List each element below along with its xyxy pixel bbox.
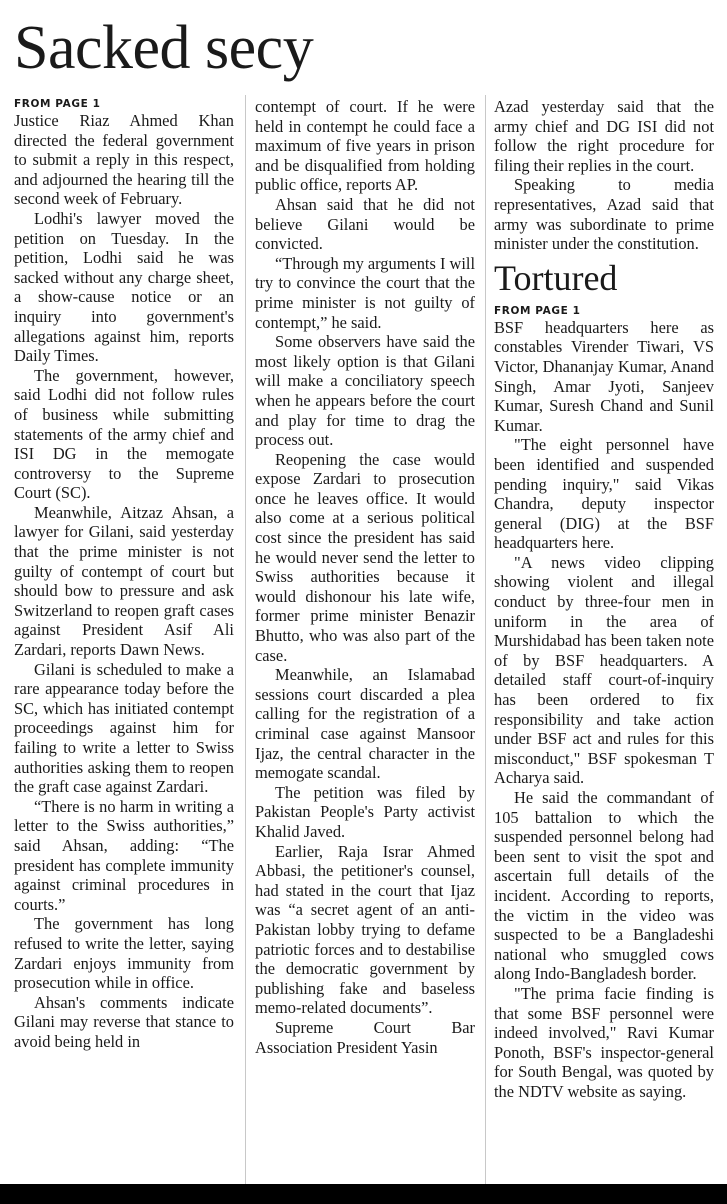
paragraph: "The prima facie finding is that some BSF personnel were indeed involved," Ravi Kumar Ponoth, BSF's inspector-general for South Bengal, was quoted by the NDTV website as saying. <box>494 983 714 1101</box>
paragraph: Azad yesterday said that the army chief and DG ISI did not follow the right procedure for filing their replies in the court. <box>494 97 714 175</box>
paragraph: The government has long refused to write the letter, saying Zardari enjoys immunity from prosecution while in office. <box>14 914 234 993</box>
paragraph: “Through my arguments I will try to convince the court that the prime minister is not guilty of contempt,” he said. <box>255 253 475 332</box>
paragraph: The petition was filed by Pakistan People's Party activist Khalid Javed. <box>255 782 475 841</box>
paragraph: Lodhi's lawyer moved the petition on Tuesday. In the petition, Lodhi said he was sacked without any charge sheet, a show-cause notice or an inquiry into government's allegations against him, reports Daily Times. <box>14 208 234 366</box>
headline-tortured: Tortured <box>494 257 618 298</box>
kicker-from-page-1: FROM PAGE 1 <box>14 98 101 110</box>
paragraph: “There is no harm in writing a letter to the Swiss authorities,” said Ahsan, adding: “The president has complete immunity against criminal procedures in courts.” <box>14 796 234 914</box>
paragraph: Justice Riaz Ahmed Khan directed the federal government to submit a reply in this respect, and adjourned the hearing till the second week of February. <box>14 111 234 209</box>
paragraph: Reopening the case would expose Zardari to prosecution once he leaves office. It would also come at a serious political cost since the president has said he would never send the letter to Swiss authorities because it would dishonour his late wife, former prime minister Benazir Bhutto, who was also part of the case. <box>255 449 475 665</box>
column-3 <box>494 97 714 1102</box>
paragraph: He said the commandant of 105 battalion to which the suspended personnel belong had been sent to visit the spot and ascertain full details of the incident. According to reports, the victim in the video was suspected to be a Bangladeshi national who smuggled cows along Indo-Bangladesh border. <box>494 788 714 984</box>
paragraph: contempt of court. If he were held in contempt he could face a maximum of five years in prison and be disqualified from holding public office, reports AP. <box>255 97 475 195</box>
paragraph: "The eight personnel have been identified and suspended pending inquiry," said Vikas Chandra, deputy inspector general (DIG) at the BSF headquarters here. <box>494 435 714 553</box>
paragraph: Meanwhile, an Islamabad sessions court discarded a plea calling for the registration of a criminal case against Mansoor Ijaz, the central character in the memogate scandal. <box>255 665 475 783</box>
bottom-black-bar <box>0 1184 727 1204</box>
paragraph: Supreme Court Bar Association President Yasin <box>255 1017 475 1057</box>
column-rule <box>485 95 486 1185</box>
paragraph: Ahsan's comments indicate Gilani may reverse that stance to avoid being held in <box>14 992 234 1051</box>
paragraph: Meanwhile, Aitzaz Ahsan, a lawyer for Gilani, said yesterday that the prime minister is not guilty of contempt of court but should bow to pressure and ask Switzerland to reopen graft cases against President Asif Ali Zardari, reports Dawn News. <box>14 502 234 660</box>
column-1 <box>14 97 234 1052</box>
paragraph: Ahsan said that he did not believe Gilani would be convicted. <box>255 194 475 254</box>
paragraph: Some observers have said the most likely option is that Gilani will make a conciliatory speech when he appears before the court and play for time to drag the process out. <box>255 332 475 450</box>
paragraph: "A news video clipping showing violent and illegal conduct by three-four men in uniform in the area of Murshidabad has been taken note of by BSF headquarters. A detailed staff court-of-inquiry has been ordered to fix responsibility and take action under BSF act and rules for this misconduct," BSF spokesman T Acharya said. <box>494 552 714 788</box>
kicker-from-page-1: FROM PAGE 1 <box>494 304 581 317</box>
column-2 <box>255 97 475 1057</box>
headline-sacked-secy: Sacked secy <box>14 14 314 82</box>
paragraph: Gilani is scheduled to make a rare appearance today before the SC, which has initiated contempt proceedings against him for failing to write a letter to Swiss authorities asking them to reopen the graft case against Zardari. <box>14 659 234 797</box>
paragraph: BSF headquarters here as constables Virender Tiwari, VS Victor, Dhananjay Kumar, Anand Singh, Amar Jyoti, Sanjeev Kumar, Suresh Chand and Sunil Kumar. <box>494 317 714 435</box>
paragraph: Earlier, Raja Israr Ahmed Abbasi, the petitioner's counsel, had stated in the court that Ijaz was “a secret agent of an anti-Pakistan lobby trying to defame patriotic forces and to destabilise the democratic government by publishing fake and baseless memo-related documents”. <box>255 841 475 1018</box>
paragraph: The government, however, said Lodhi did not follow rules of business while submitting statements of the army chief and ISI DG in the memogate controversy to the Supreme Court (SC). <box>14 365 234 503</box>
paragraph: Speaking to media representatives, Azad said that army was subordinate to prime minister under the constitution. <box>494 175 714 254</box>
column-rule <box>245 95 246 1185</box>
